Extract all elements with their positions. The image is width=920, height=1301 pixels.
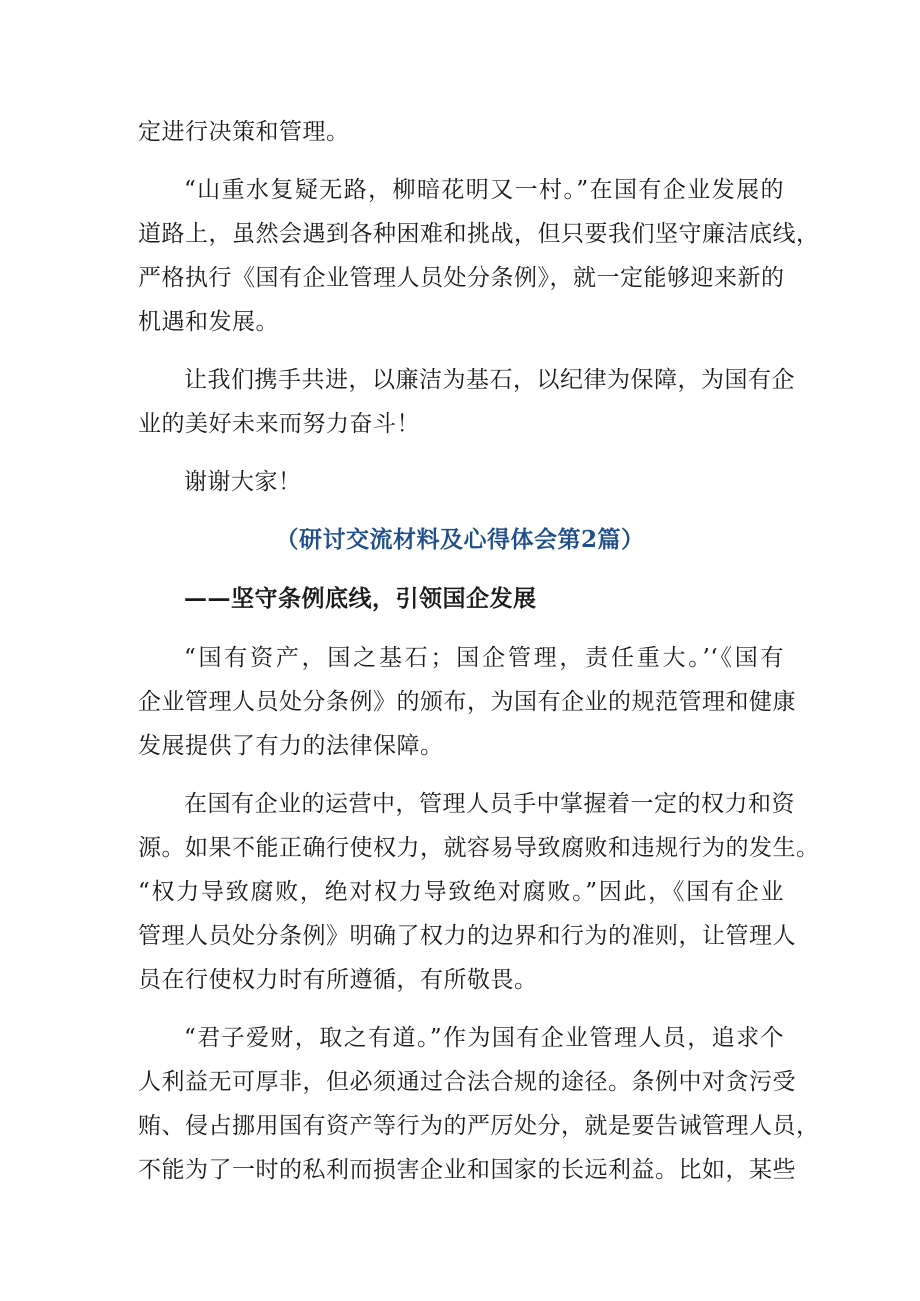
paragraph-line: “权力导致腐败，绝对权力导致绝对腐败。”因此，《国有企业 bbox=[138, 879, 784, 905]
paragraph-line: 源。如果不能正确行使权力，就容易导致腐败和违规行为的发生。 bbox=[138, 835, 820, 861]
section-heading: （研讨交流材料及心得体会第2篇） bbox=[275, 526, 645, 553]
paragraph-line: 发展提供了有力的法律保障。 bbox=[138, 733, 444, 759]
paragraph-line: 在国有企业的运营中，管理人员手中掌握着一定的权力和资 bbox=[184, 791, 795, 817]
paragraph-line: 不能为了一时的私利而损害企业和国家的长远利益。比如，某些 bbox=[138, 1157, 796, 1183]
paragraph-line: 企业管理人员处分条例》的颁布，为国有企业的规范管理和健康 bbox=[138, 689, 796, 715]
paragraph-line: “国有资产，国之基石；国企管理，责任重大。’‘《国有 bbox=[184, 645, 784, 671]
paragraph-line: 定进行决策和管理。 bbox=[138, 119, 350, 145]
paragraph-line: 严格执行《国有企业管理人员处分条例》，就一定能够迎来新的 bbox=[138, 265, 785, 291]
paragraph-line: 道路上，虽然会遇到各种困难和挑战，但只要我们坚守廉洁底线， bbox=[138, 221, 820, 247]
paragraph-line: 员在行使权力时有所遵循，有所敬畏。 bbox=[138, 967, 538, 993]
paragraph-line: 人利益无可厚非，但必须通过合法合规的途径。条例中对贪污受 bbox=[138, 1069, 796, 1095]
paragraph-line: “山重水复疑无路，柳暗花明又一村。”在国有企业发展的 bbox=[184, 177, 784, 203]
paragraph-line: 管理人员处分条例》明确了权力的边界和行为的准则，让管理人 bbox=[138, 923, 796, 949]
paragraph-line: 机遇和发展。 bbox=[138, 309, 279, 335]
paragraph-line: 谢谢大家！ bbox=[184, 469, 302, 495]
paragraph-line: 贿、侵占挪用国有资产等行为的严厉处分，就是要告诫管理人员， bbox=[138, 1113, 820, 1139]
paragraph-line: “君子爱财，取之有道。”作为国有企业管理人员，追求个 bbox=[184, 1025, 784, 1051]
paragraph-line: 业的美好未来而努力奋斗！ bbox=[138, 411, 420, 437]
section-subheading: ——坚守条例底线，引领国企发展 bbox=[184, 585, 537, 612]
paragraph-line: 让我们携手共进，以廉洁为基石，以纪律为保障，为国有企 bbox=[184, 367, 795, 393]
